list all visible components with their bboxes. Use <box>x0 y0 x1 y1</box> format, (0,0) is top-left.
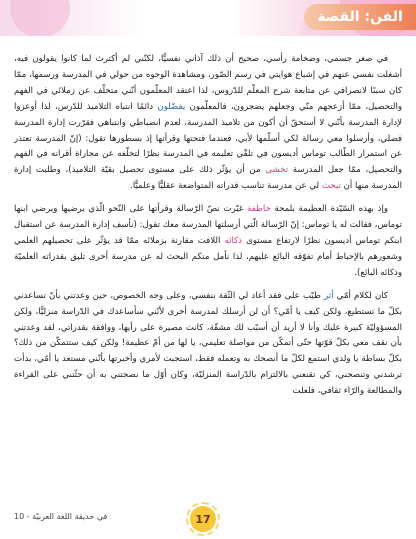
highlighted-word: تخشى <box>265 165 289 176</box>
section-title: الفن: القصة <box>304 4 416 30</box>
highlighted-word: ذكائه <box>224 235 243 246</box>
text-run: من أن يؤثّر ذلك على مستوى تحصيل بقيّة التلاميذ)، وطلبت إدارة المدرسة منها أن <box>14 165 402 192</box>
paragraph <box>14 52 402 195</box>
highlighted-word: تبحث <box>321 181 341 192</box>
text-run: في صغر جسمي، وضخامة رأسي، صحيح أن ذلك آذاني نفسيًّا، لكنّني لم أكترث لما كانوا يقولون فيه، أشغلت نفسي عنهم في إشباع هوايتي في رسم الصّور، ومشاهدة الوجوه من حولي في المدرسة ورسمها، ممّا كان سببًا لانصرافي عن متابعة شرح المعلّم للدّروس، لذا اعتقد المعلّمون أنّني متخلّف عن زملائي في الفهم والتحصيل، ممّا أزعجهم منّي وجعلهم يضجرون، فالمعلّمون <box>14 54 402 112</box>
text-run: غيّرت نصّ الرّسالة وقرأتها على النّحو الّذي يرضيها ويرضي ابنها توماس، فقالت له يا توماس: إنّ الرّسالة الّتي أرسلتها المدرسة معك تقول: (نأسف إدارة المدرسة عن استقبال ابنكم توماس أديسون نظرًا لارتفاع مستوى <box>14 204 402 246</box>
paragraph <box>14 202 402 282</box>
story-text <box>14 52 402 407</box>
highlighted-word: يفضّلون <box>157 101 186 112</box>
text-run: وإذ بهذه السّيّدة العظيمة بلمحة <box>270 204 388 215</box>
page-number-badge: 17 <box>190 506 216 532</box>
text-run: لي عن مدرسة تناسب قدراته المتواضعة عقليًّا وعلميًّا. <box>130 181 322 192</box>
highlighted-word: أثر <box>323 290 334 301</box>
text-run: دائمًا انتباه التلاميذ للدّرس، لذا أوعزوا لإدارة المدرسة بأنّني لا أستحقّ أن أكون من تلاميذ المدرسة، لعدم انضباطي وانتباهي فقرّرت إدارة المدرسة فصلي، وأرسلوا معي رسالة لكي أسلّمها لأبي، فعندما فتحتها وقرأتها إذ بسطورها تقول: (إنّ المدرسة تعتذر عن استمرار الطّالب توماس أديسون في تلقّي تعليمه في المدرسة نظرًا لتخلّفه عن مجاراة أقرانه في الفهم والتحصيل، ممّا جعل المدرسة <box>14 101 402 176</box>
text-run: اللافت مقارنة بزملائه ممّا قد يؤثّر على تحصيلهم العلمي وشعورهم بالإحباط أمام تفوّقه البائع عليهم، لذا نأمل منكم البحث له عن مدرسة أخرى تليق بقدراته العلميّة وذكائه البائع). <box>14 235 402 278</box>
text-run: كان لكلام أمّي <box>333 290 388 301</box>
paragraph <box>14 289 402 400</box>
book-label: في حديقة اللغة العربيّة - 10 <box>14 512 108 521</box>
text-run: طيّب على فقد أعاد لي الثّقة بنفسي، وعلى وجه الخصوص، حين وعدتني بأنّ تساعدني بكلّ ما تستطيع، ولكن كيف يا أمّي؟ أن لن أرسلك لمدرسة أخرى لأنّني سأساعدك في الدّراسة منزليًّا، ولكن المسؤوليّة كبيرة عليك وأنا لا أريد أن أسبّب لك مشقّة، كانت مصيرة على رأيها، ووافقة بقدراتي، لقد وعدتني بأن نقف معي بكلّ قوّتها حتّى أتمكّن من مواصلة تعليمي، يا لها من أمّ عظيمة! ولكن كيف ستتمكّن من ذلك؟ بكلّ بساطة يا ولدي استمع لكلّ ما أنصحك به وتعمله فقط، استجبت لأمري وأخبرتها بأنّني مستعد يا أمّي، بدأت ترشدني وتنصحني، كي تقنعني بالالتزام بالدّراسة المنزليّة، وكان أوّل ما نصحتني به أن حثّتني على القراءة والمطالعة والرّاء ثقافي، فلعلت <box>14 290 402 397</box>
header-banner <box>0 0 416 36</box>
decorative-circle <box>10 0 70 36</box>
highlighted-word: خاطفة <box>247 204 271 215</box>
